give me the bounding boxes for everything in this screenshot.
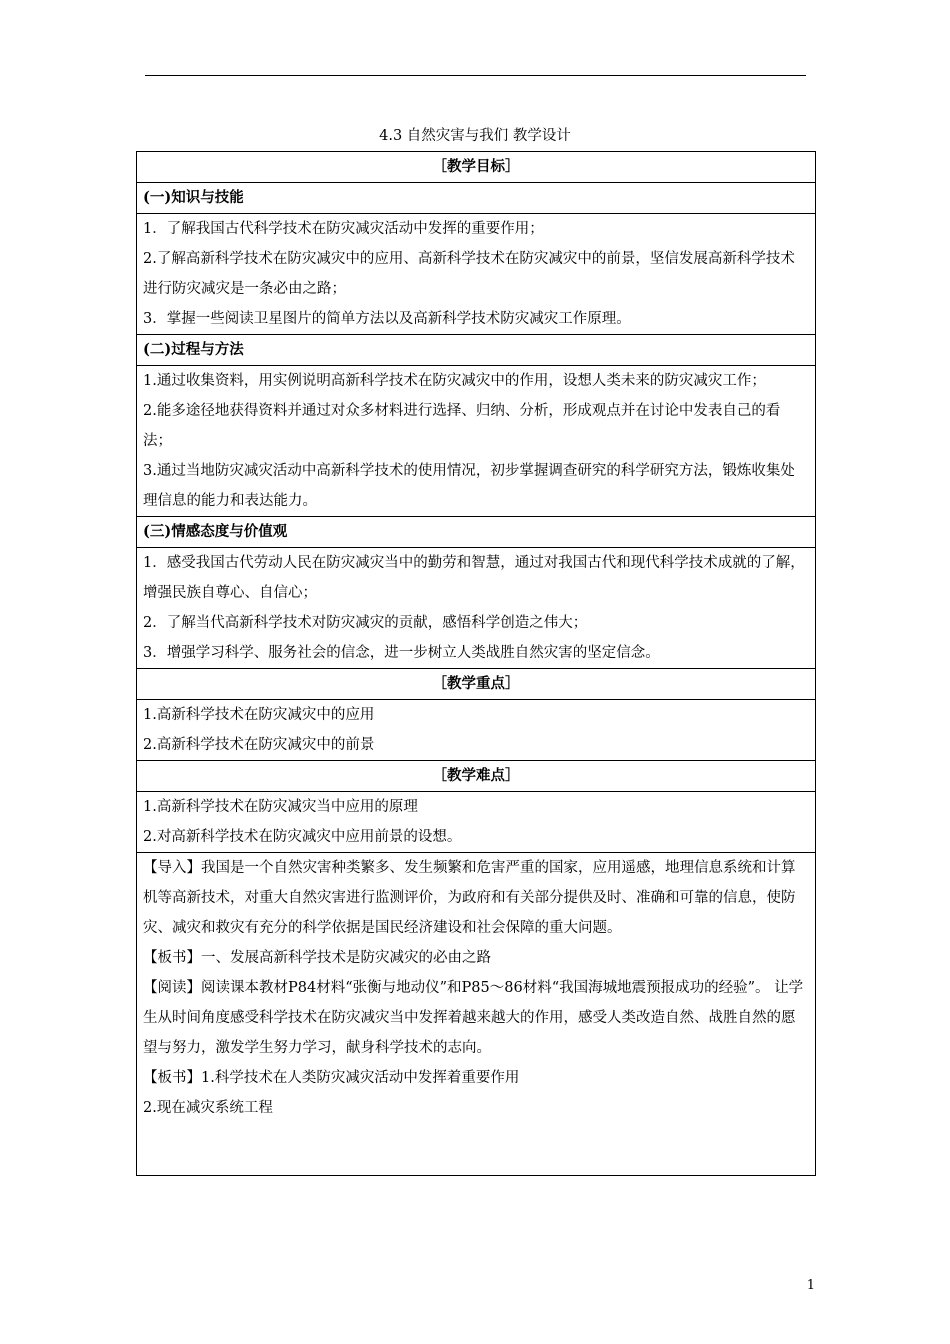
focus-item: 2.高新科学技术在防灾减灾中的前景 (143, 737, 375, 753)
difficulty-item: 1.高新科学技术在防灾减灾当中应用的原理 (143, 799, 418, 815)
lesson-plan-table (136, 151, 816, 1176)
knowledge-heading: (一)知识与技能 (137, 183, 816, 214)
attitude-body (137, 548, 816, 669)
page-number: 1 (806, 1278, 815, 1293)
process-heading: (二)过程与方法 (137, 335, 816, 366)
process-item: 2.能多途径地获得资料并通过对众多材料进行选择、归纳、分析，形成观点并在讨论中发表自己的看法； (143, 403, 781, 449)
goals-header: ［教学目标］ (137, 152, 816, 183)
teaching-process-body (137, 853, 816, 1176)
focus-body (137, 700, 816, 761)
process-body (137, 366, 816, 517)
header-rule (145, 75, 806, 76)
difficulty-item: 2.对高新科学技术在防灾减灾中应用前景的设想。 (143, 829, 462, 845)
document-title: 4.3 自然灾害与我们 教学设计 (379, 128, 571, 144)
focus-item: 1.高新科学技术在防灾减灾中的应用 (143, 707, 375, 723)
knowledge-item: 1．了解我国古代科学技术在防灾减灾活动中发挥的重要作用； (143, 221, 544, 237)
attitude-item: 1．感受我国古代劳动人民在防灾减灾当中的勤劳和智慧，通过对我国古代和现代科学技术成就的了解，增强民族自尊心、自信心； (143, 555, 805, 601)
focus-header: ［教学重点］ (137, 669, 816, 700)
process-paragraph: 【阅读】阅读课本教材P84材料“张衡与地动仪”和P85～86材料“我国海城地震预报成功的经验”。 让学生从时间角度感受科学技术在防灾减灾当中发挥着越来越大的作用，感受人类改造自然、战胜自然的愿望与努力，激发学生努力学习，献身科学技术的志向。 (143, 980, 804, 1056)
attitude-heading: (三)情感态度与价值观 (137, 517, 816, 548)
knowledge-item: 3．掌握一些阅读卫星图片的简单方法以及高新科学技术防灾减灾工作原理。 (143, 311, 631, 327)
knowledge-body (137, 214, 816, 335)
difficulty-header: ［教学难点］ (137, 761, 816, 792)
process-paragraph: 【板书】一、发展高新科学技术是防灾减灾的必由之路 (143, 950, 491, 966)
process-paragraph: 【板书】1.科学技术在人类防灾减灾活动中发挥着重要作用 (143, 1070, 520, 1086)
process-item: 3.通过当地防灾减灾活动中高新科学技术的使用情况，初步掌握调查研究的科学研究方法，锻炼收集处理信息的能力和表达能力。 (143, 463, 795, 509)
attitude-item: 2．了解当代高新科学技术对防灾减灾的贡献，感悟科学创造之伟大； (143, 615, 588, 631)
process-paragraph: 【导入】我国是一个自然灾害种类繁多、发生频繁和危害严重的国家，应用遥感，地理信息系统和计算机等高新技术，对重大自然灾害进行监测评价，为政府和有关部分提供及时、准确和可靠的信息，使防灾、减灾和救灾有充分的科学依据是国民经济建设和社会保障的重大问题。 (143, 860, 796, 936)
attitude-item: 3．增强学习科学、服务社会的信念，进一步树立人类战胜自然灾害的坚定信念。 (143, 645, 660, 661)
knowledge-item: 2.了解高新科学技术在防灾减灾中的应用、高新科学技术在防灾减灾中的前景，坚信发展高新科学技术进行防灾减灾是一条必由之路； (143, 251, 795, 297)
process-paragraph: 2.现在减灾系统工程 (143, 1100, 273, 1116)
process-item: 1.通过收集资料，用实例说明高新科学技术在防灾减灾中的作用，设想人类未来的防灾减灾工作； (143, 373, 766, 389)
difficulty-body (137, 792, 816, 853)
